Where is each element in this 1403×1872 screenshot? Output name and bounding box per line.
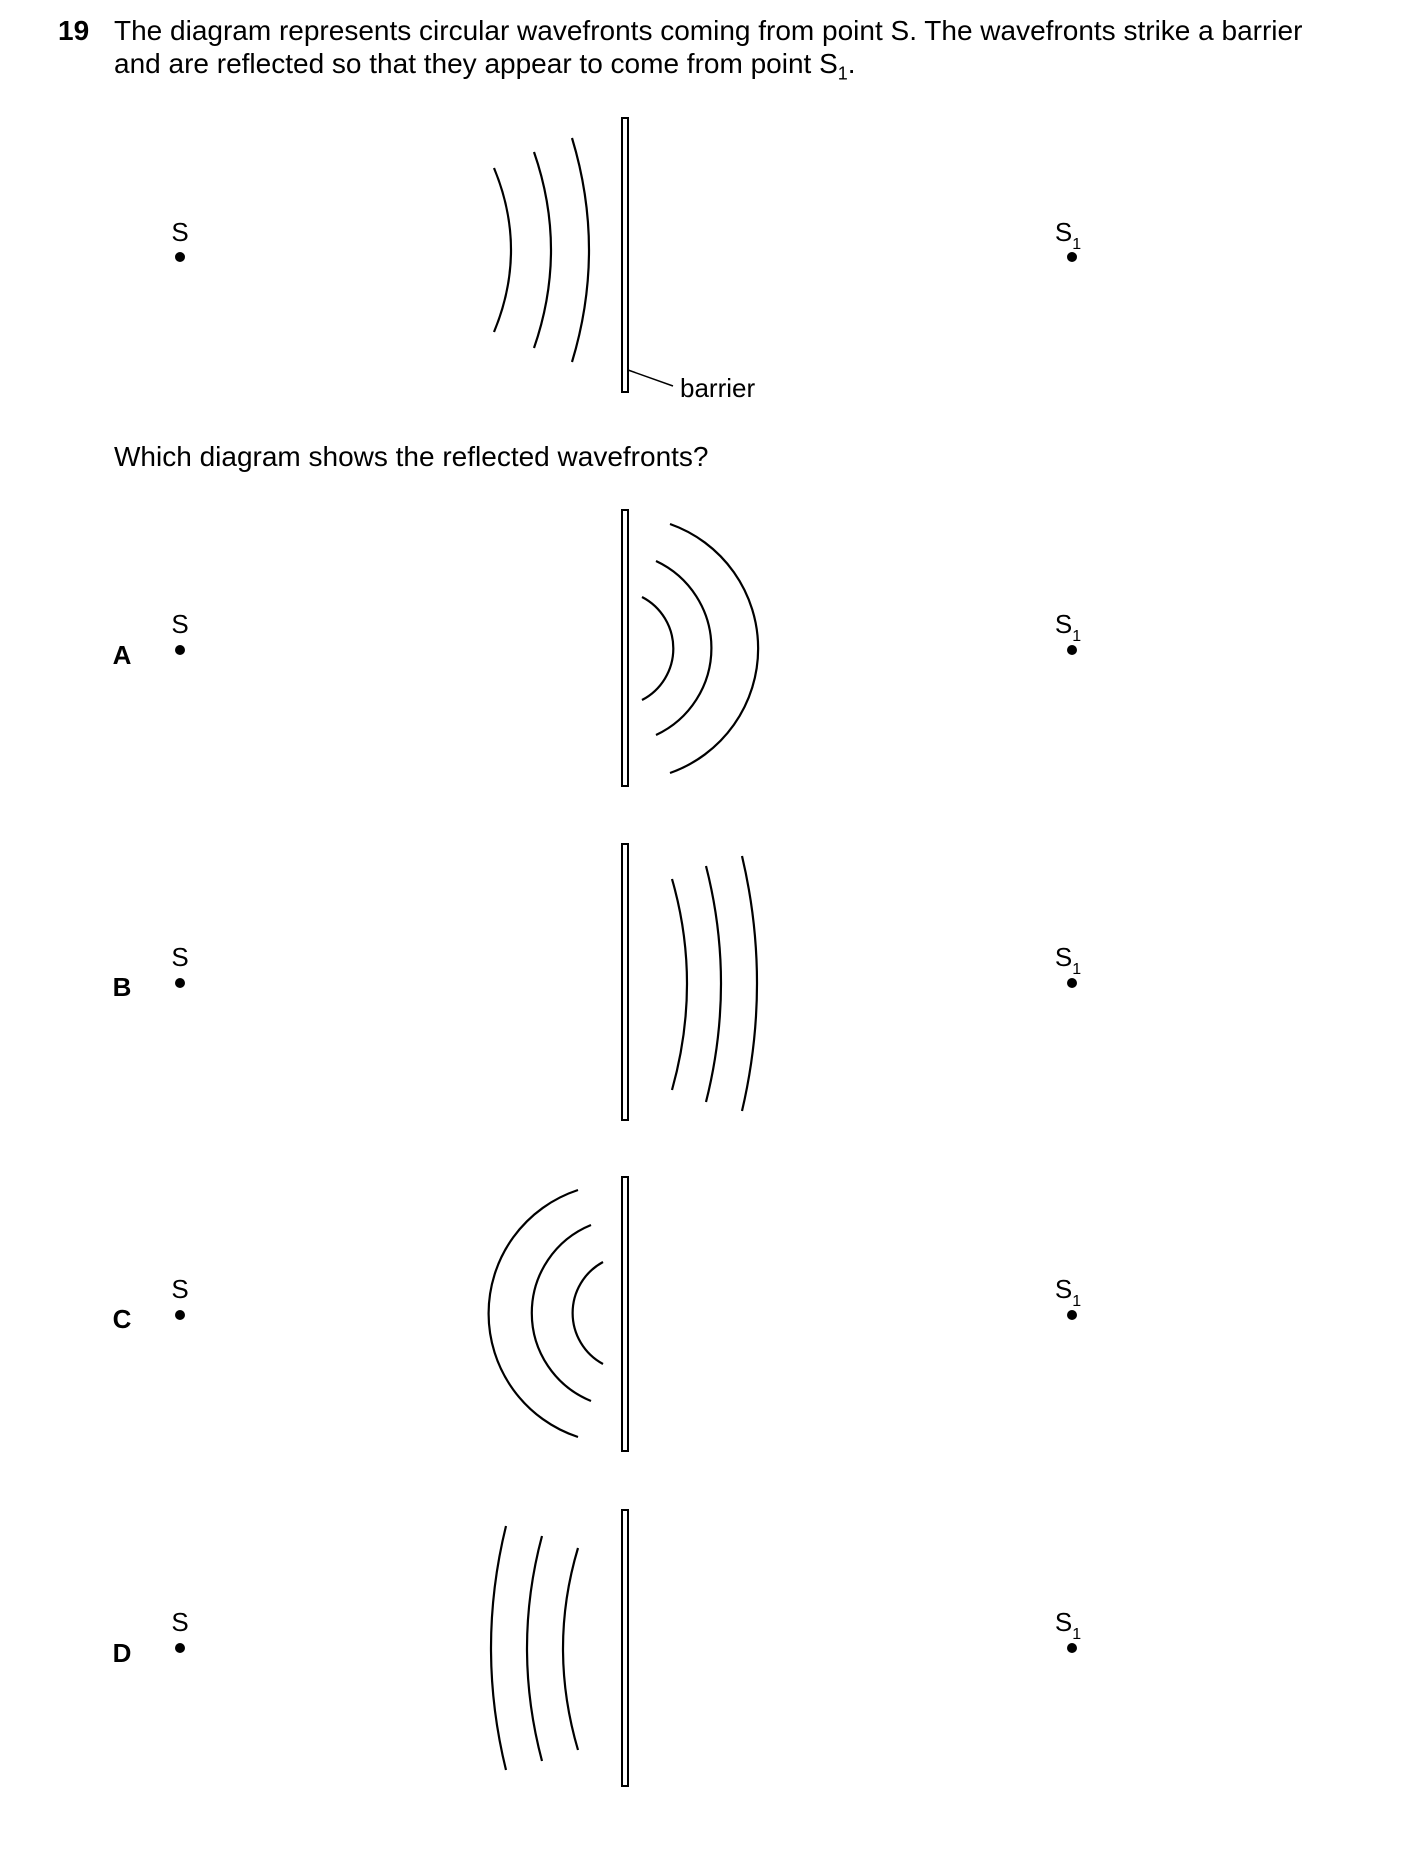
option-d-source-point — [175, 1643, 185, 1653]
option-c-wavefront-2 — [532, 1225, 591, 1401]
option-c-wavefronts — [489, 1190, 603, 1437]
option-d-image-point — [1067, 1643, 1077, 1653]
question-text-line1: The diagram represents circular wavefronts coming from point S. The wavefronts strike a barrier — [114, 15, 1303, 46]
option-b-image-point — [1067, 978, 1077, 988]
image-source-label: $S_1$ — [1054, 217, 1082, 253]
option-b-wavefront-2 — [706, 866, 721, 1102]
option-b-wavefront-3 — [742, 856, 757, 1111]
option-c-image-point — [1067, 1310, 1077, 1320]
image-source-point — [1067, 252, 1077, 262]
option-c-wavefront-3 — [489, 1190, 578, 1437]
option-a-barrier — [622, 510, 628, 786]
option-d-wavefront-2 — [527, 1536, 542, 1761]
barrier-leader-line — [628, 370, 673, 386]
question-number: 19 — [58, 15, 90, 46]
option-c-image-label: $S_1$ — [1054, 1274, 1082, 1310]
incident-wavefronts — [494, 138, 589, 362]
option-a-wavefront-1 — [642, 597, 673, 700]
option-a-wavefront-3 — [670, 524, 758, 773]
option-b-wavefronts — [672, 856, 757, 1111]
option-d-letter: D — [112, 1638, 132, 1668]
option-a-wavefronts — [642, 524, 758, 773]
option-d-barrier — [622, 1510, 628, 1786]
barrier — [622, 118, 628, 392]
source-point — [175, 252, 185, 262]
option-b-barrier — [622, 844, 628, 1120]
question-text-subscript: 1 — [837, 63, 848, 84]
option-d-source-label: S — [171, 1607, 189, 1637]
option-b-image-label: $S_1$ — [1054, 942, 1082, 978]
option-d-wavefronts — [491, 1526, 578, 1770]
option-b-letter: B — [112, 972, 132, 1002]
option-c-source-label: S — [171, 1274, 189, 1304]
incident-wavefront-2 — [534, 152, 551, 348]
option-c — [113, 1177, 1082, 1451]
incident-wavefront-3 — [572, 138, 589, 362]
main-diagram — [171, 118, 1081, 403]
option-b-wavefront-1 — [672, 879, 687, 1090]
option-c-wavefront-1 — [573, 1262, 603, 1364]
option-a-image-point — [1067, 645, 1077, 655]
option-c-source-point — [175, 1310, 185, 1320]
incident-wavefront-1 — [494, 168, 511, 332]
option-a-wavefront-2 — [656, 561, 711, 735]
option-d-wavefront-3 — [563, 1548, 578, 1750]
question-text-line2: and are reflected so that they appear to come from point S — [114, 48, 838, 79]
option-b — [113, 844, 1082, 1120]
option-a-image-label: $S_1$ — [1054, 609, 1082, 645]
option-b-source-label: S — [171, 942, 189, 972]
option-a-source-point — [175, 645, 185, 655]
question-prompt: Which diagram shows the reflected wavefronts? — [114, 441, 709, 472]
option-d-wavefront-1 — [491, 1526, 506, 1770]
option-a-letter: A — [112, 640, 132, 670]
question-text-end: . — [847, 48, 856, 79]
option-b-source-point — [175, 978, 185, 988]
source-label: S — [171, 217, 189, 247]
option-d-image-label: $S_1$ — [1054, 1607, 1082, 1643]
option-d — [113, 1510, 1082, 1786]
option-a — [113, 510, 1082, 786]
barrier-label: barrier — [680, 373, 756, 403]
option-c-letter: C — [112, 1304, 132, 1334]
option-a-source-label: S — [171, 609, 189, 639]
option-c-barrier — [622, 1177, 628, 1451]
